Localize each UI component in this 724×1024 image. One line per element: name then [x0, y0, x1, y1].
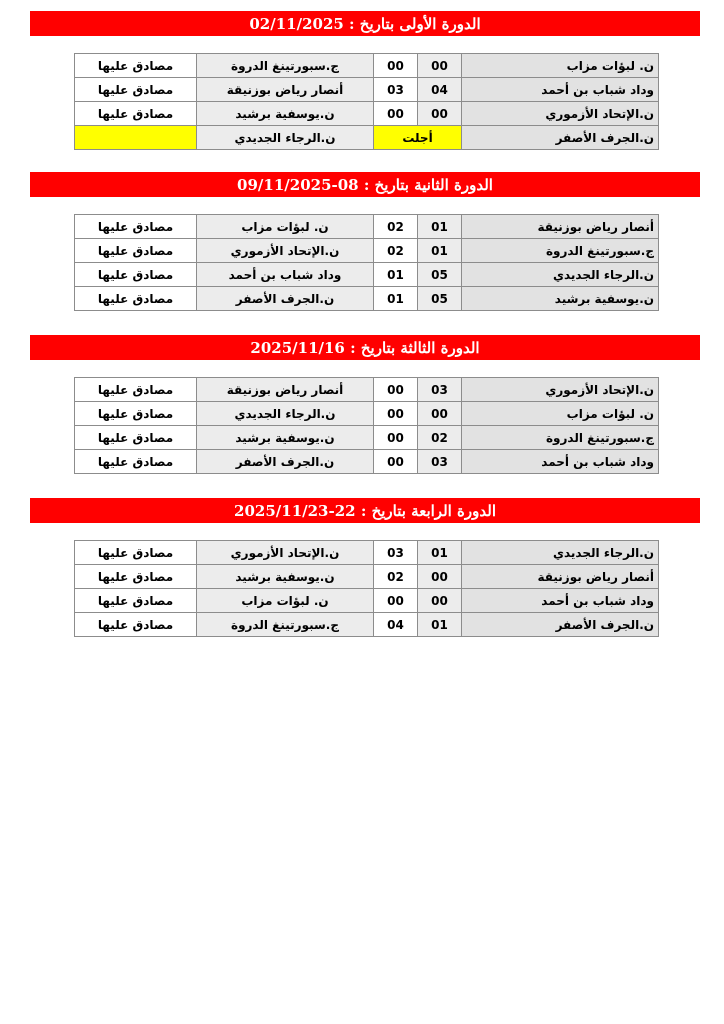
home-team: ن.الرجاء الجديدي	[462, 541, 659, 565]
away-score: 04	[374, 613, 418, 637]
home-team: ج.سبورتينغ الدروة	[462, 426, 659, 450]
away-team: ن.يوسفية برشيد	[197, 102, 374, 126]
away-team: ج.سبورتينغ الدروة	[197, 613, 374, 637]
table-row	[75, 239, 659, 263]
home-score: 01	[418, 541, 462, 565]
table-row	[75, 541, 659, 565]
home-team: ن.الإتحاد الأزموري	[462, 378, 659, 402]
away-score: 03	[374, 78, 418, 102]
table-row	[75, 78, 659, 102]
home-score: 01	[418, 613, 462, 637]
home-score: 01	[418, 239, 462, 263]
home-score: 03	[418, 450, 462, 474]
round-4-table	[74, 540, 659, 637]
round-3-title: الدورة الثالثة بتاريخ : 2025/11/16	[30, 335, 700, 360]
away-team: ن. لبؤات مزاب	[197, 215, 374, 239]
home-team: وداد شباب بن أحمد	[462, 450, 659, 474]
match-status: مصادق عليها	[75, 589, 197, 613]
home-team: ن.الجرف الأصفر	[462, 126, 659, 150]
home-team: ن.يوسفية برشيد	[462, 287, 659, 311]
table-row	[75, 54, 659, 78]
away-score: 00	[374, 102, 418, 126]
home-score: 00	[418, 565, 462, 589]
home-team: ن.الإتحاد الأزموري	[462, 102, 659, 126]
away-team: ن.الإتحاد الأزموري	[197, 239, 374, 263]
table-row	[75, 450, 659, 474]
home-score: 00	[418, 402, 462, 426]
table-row	[75, 378, 659, 402]
match-status: مصادق عليها	[75, 426, 197, 450]
home-team: أنصار رياض بوزنيقة	[462, 565, 659, 589]
match-status: مصادق عليها	[75, 102, 197, 126]
table-row	[75, 589, 659, 613]
home-score: 04	[418, 78, 462, 102]
home-score: 05	[418, 263, 462, 287]
table-row	[75, 565, 659, 589]
round-2-title: الدورة الثانية بتاريخ : 08-09/11/2025	[30, 172, 700, 197]
table-row	[75, 426, 659, 450]
match-status: مصادق عليها	[75, 541, 197, 565]
away-score: 00	[374, 402, 418, 426]
home-team: وداد شباب بن أحمد	[462, 78, 659, 102]
away-score: 01	[374, 263, 418, 287]
table-row	[75, 215, 659, 239]
away-team: ن.الجرف الأصفر	[197, 287, 374, 311]
match-status: مصادق عليها	[75, 239, 197, 263]
home-score: 05	[418, 287, 462, 311]
match-status: مصادق عليها	[75, 54, 197, 78]
home-score: 00	[418, 102, 462, 126]
away-score: 02	[374, 239, 418, 263]
match-status: مصادق عليها	[75, 263, 197, 287]
away-team: وداد شباب بن أحمد	[197, 263, 374, 287]
round-1-table	[74, 53, 659, 150]
match-status	[75, 126, 197, 150]
away-score: 02	[374, 565, 418, 589]
table-row	[75, 102, 659, 126]
home-team: أنصار رياض بوزنيقة	[462, 215, 659, 239]
home-team: ن.الجرف الأصفر	[462, 613, 659, 637]
away-score: 00	[374, 589, 418, 613]
away-score: 03	[374, 541, 418, 565]
away-team: ج.سبورتينغ الدروة	[197, 54, 374, 78]
match-status: مصادق عليها	[75, 450, 197, 474]
table-row	[75, 263, 659, 287]
home-score: 00	[418, 589, 462, 613]
match-status: مصادق عليها	[75, 402, 197, 426]
away-team: ن.الرجاء الجديدي	[197, 126, 374, 150]
away-team: ن.الرجاء الجديدي	[197, 402, 374, 426]
match-status: مصادق عليها	[75, 215, 197, 239]
away-team: ن.الإتحاد الأزموري	[197, 541, 374, 565]
away-team: ن.يوسفية برشيد	[197, 565, 374, 589]
match-status: مصادق عليها	[75, 287, 197, 311]
away-team: أنصار رياض بوزنيقة	[197, 378, 374, 402]
table-row	[75, 402, 659, 426]
away-score: 00	[374, 450, 418, 474]
away-score: 00	[374, 426, 418, 450]
table-row	[75, 126, 659, 150]
home-score: 03	[418, 378, 462, 402]
home-team: ن. لبؤات مزاب	[462, 54, 659, 78]
away-score: 02	[374, 215, 418, 239]
round-4-title: الدورة الرابعة بتاريخ : 22-2025/11/23	[30, 498, 700, 523]
match-status: مصادق عليها	[75, 565, 197, 589]
away-score: 00	[374, 378, 418, 402]
match-status: مصادق عليها	[75, 78, 197, 102]
table-row	[75, 613, 659, 637]
away-team: أنصار رياض بوزنيقة	[197, 78, 374, 102]
home-score: 01	[418, 215, 462, 239]
away-score: 00	[374, 54, 418, 78]
home-team: ن.الرجاء الجديدي	[462, 263, 659, 287]
table-row	[75, 287, 659, 311]
match-status: مصادق عليها	[75, 613, 197, 637]
match-status: مصادق عليها	[75, 378, 197, 402]
away-team: ن.يوسفية برشيد	[197, 426, 374, 450]
away-score: 01	[374, 287, 418, 311]
home-team: ن. لبؤات مزاب	[462, 402, 659, 426]
away-team: ن.الجرف الأصفر	[197, 450, 374, 474]
away-team: ن. لبؤات مزاب	[197, 589, 374, 613]
round-3-table	[74, 377, 659, 474]
home-score: 00	[418, 54, 462, 78]
round-2-table	[74, 214, 659, 311]
postponed-badge: أجلت	[374, 126, 462, 150]
round-1-title: الدورة الأولى بتاريخ : 02/11/2025	[30, 11, 700, 36]
home-team: وداد شباب بن أحمد	[462, 589, 659, 613]
home-team: ج.سبورتينغ الدروة	[462, 239, 659, 263]
home-score: 02	[418, 426, 462, 450]
